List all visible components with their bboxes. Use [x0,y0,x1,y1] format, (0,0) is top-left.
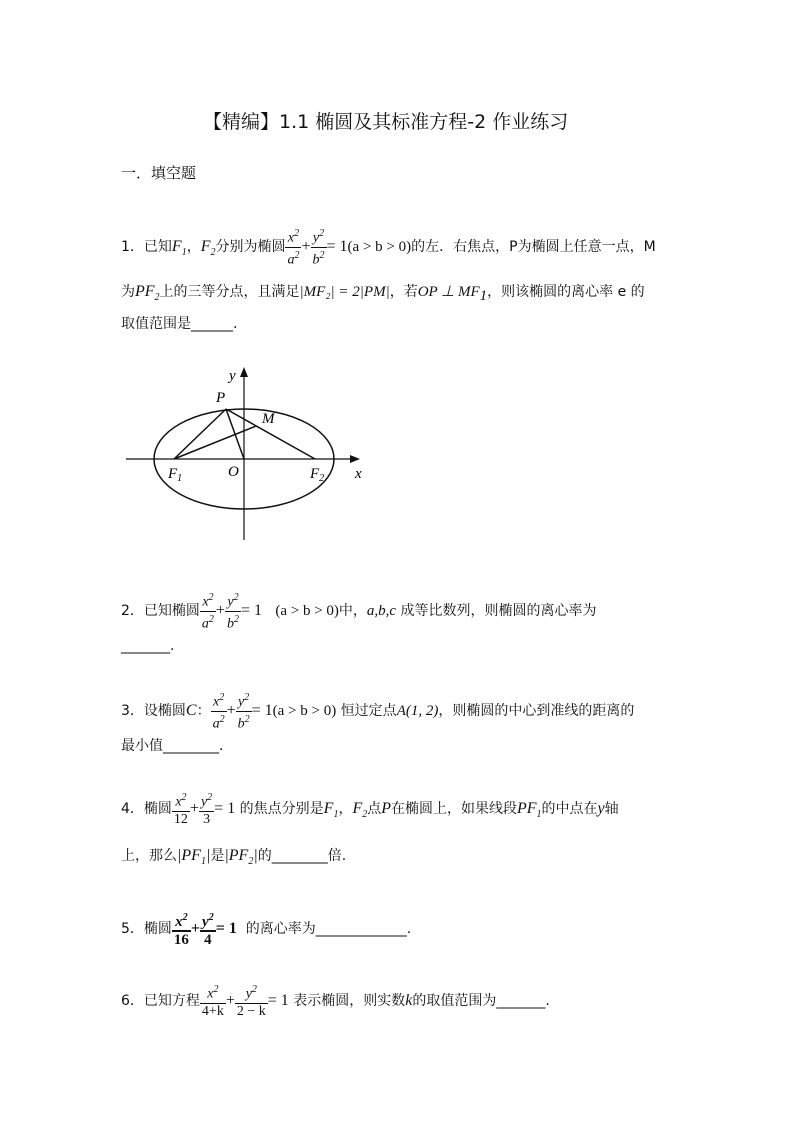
y-axis-arrow [240,367,248,377]
question-2-line-1: 2．已知椭圆 $\frac{x^2}{a^2}$ + $\frac{y^2}{b^2}$ = 1 (a > b > 0)中，a,b,c 成等比数列，则椭圆的离心率为 [121,592,597,632]
label-F2: $F_2$ [310,466,325,484]
label-P: P [216,390,226,406]
ellipse-fraction-y: $\frac{y^2}{b^2}$ [312,228,325,268]
question-4-line-1: 4．椭圆 $\frac{x^2}{12}$ + $\frac{y^2}{3}$ = 1 的焦点分别是$F_1$，$F_2$点P在椭圆上，如果线段$PF_1$的中点在y轴 [121,792,619,827]
label-y: y [229,368,236,384]
ellipse-figure [120,362,380,544]
label-x: x [355,466,362,482]
label-M: M [262,411,275,427]
question-6-line-1: 6．已知方程 $\frac{x^2}{4+k}$ + $\frac{y^2}{2 - k}$ = 1 表示椭圆，则实数k的取值范围为_______. [121,984,550,1019]
question-2-line-2: _______. [121,638,175,654]
question-1-line-2: 为$PF_2$上的三等分点，且满足|MF₂| = 2|PM|，若OP ⊥ $MF_1$，则该椭圆的离心率 e 的 [121,283,645,304]
section-heading: 一．填空题 [121,164,197,182]
question-1-line-3: 取值范围是______. [121,316,238,332]
segment-F1-P [174,409,226,459]
question-5-line-1: 5．椭圆 $\frac{x^2}{16}$ + $\frac{y^2}{4}$ = 1 的离心率为_____________. [121,912,412,948]
question-4-line-2: 上，那么$|PF_1|$是$|PF_2|$的________倍. [121,847,347,868]
question-1-line-1: 1．已知$F_1$，$F_2$分别为椭圆 $\frac{x^2}{a^2}$ + $\frac{y^2}{b^2}$ = 1(a > b > 0)的左．右焦点，P为椭圆上任意一点，M [121,228,656,268]
ellipse-fraction-x: $\frac{x^2}{a^2}$ [287,228,300,268]
label-O: O [228,464,239,480]
label-F1: $F_1$ [168,466,183,484]
question-3-line-1: 3．设椭圆C： $\frac{x^2}{a^2}$ + $\frac{y^2}{b^2}$ = 1(a > b > 0) 恒过定点A(1, 2)，则椭圆的中心到准线的距离的 [121,692,635,732]
x-axis-arrow [350,455,360,463]
question-3-line-2: 最小值________. [121,738,224,754]
page-title: 【精编】1.1 椭圆及其标准方程-2 作业练习 [203,111,569,133]
